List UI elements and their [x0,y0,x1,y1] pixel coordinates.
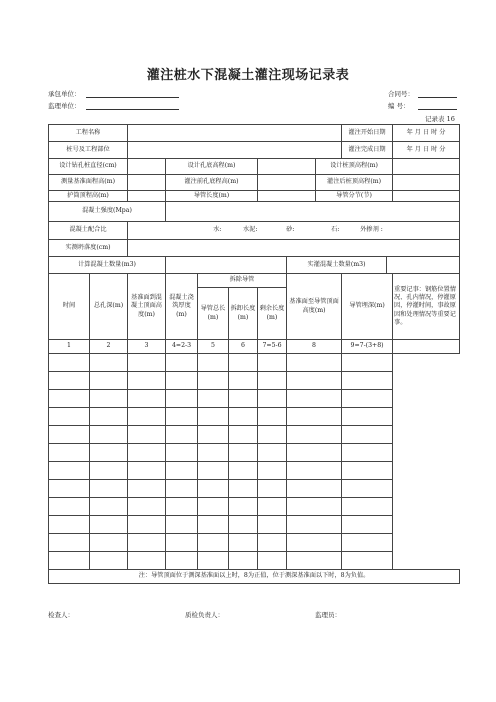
inspector-label: 检查人： [48,611,74,619]
concrete-strength-value[interactable] [166,202,460,222]
cell[interactable] [128,426,166,444]
table-row [49,462,460,480]
pier-location-label: 桩号及工程部位 [49,142,128,159]
cell[interactable] [287,426,342,444]
cell[interactable] [128,372,166,390]
actual-volume-label: 实灌混凝土数量(m3) [287,257,387,274]
cell[interactable] [128,480,166,498]
contract-no-field[interactable] [418,97,457,98]
cell[interactable] [128,498,166,516]
cell[interactable] [166,408,198,426]
cell[interactable] [90,354,128,372]
cell[interactable] [287,390,342,408]
col-burial-depth: 导管埋深(m) [342,274,393,340]
cell[interactable] [128,390,166,408]
cell[interactable] [198,462,229,480]
table-row [49,498,460,516]
pour-end-value[interactable]: 年 月 日 时 分 [393,142,460,159]
index-4: 4=2-3 [166,340,198,354]
cell[interactable] [49,480,90,498]
cell[interactable] [166,372,198,390]
table-row [49,552,460,570]
col-remove-tremie: 拆除导管 [198,274,287,288]
serial-no-field[interactable] [418,109,457,110]
col-removed: 拆卸长度(m) [229,288,258,340]
design-pile-top-label: 设计桩顶高程(m) [316,159,393,175]
cell[interactable] [90,534,128,552]
cell[interactable] [342,534,393,552]
table-row [49,516,460,534]
post-pour-top-value[interactable] [393,175,460,191]
cell[interactable] [49,390,90,408]
cell[interactable] [229,408,258,426]
col-datum-to-tremie: 基准面至导管顶面高度(m) [287,274,342,340]
cell[interactable] [342,480,393,498]
design-diameter-label: 设计钻孔桩直径(cm) [49,159,128,175]
tremie-sections-label: 导管分节(节) [316,191,393,202]
cell[interactable] [342,390,393,408]
cell[interactable] [90,552,128,570]
mix-admixture: 外掺剂 : [360,226,383,234]
cell[interactable] [229,354,258,372]
cell[interactable] [49,534,90,552]
cell[interactable] [198,354,229,372]
page-title: 灌注桩水下混凝土灌注现场记录表 [146,68,350,83]
cell[interactable] [258,534,287,552]
cell[interactable] [128,534,166,552]
cell[interactable] [342,408,393,426]
cell[interactable] [342,354,393,372]
cell[interactable] [49,372,90,390]
cell[interactable] [198,534,229,552]
cell[interactable] [90,462,128,480]
cell[interactable] [166,516,198,534]
index-8: 8 [287,340,342,354]
cell[interactable] [166,444,198,462]
cell[interactable] [166,462,198,480]
cell[interactable] [258,372,287,390]
table-row [49,390,460,408]
slump-value[interactable] [128,240,460,257]
cell[interactable] [198,480,229,498]
cell[interactable] [198,426,229,444]
concrete-strength-label: 混凝土强度(Mpa) [49,202,166,222]
serial-no-label: 编 号： [388,102,410,110]
col-total-depth: 总孔深(m) [90,274,128,340]
datum-elevation-value[interactable] [128,175,166,191]
cell[interactable] [166,426,198,444]
cell[interactable] [258,390,287,408]
pre-pour-bottom-label: 灌注前孔底程高(m) [166,175,258,191]
cell[interactable] [90,372,128,390]
cell[interactable] [287,498,342,516]
cell[interactable] [90,444,128,462]
index-5: 5 [198,340,229,354]
casing-top-value[interactable] [128,191,166,202]
mix-cement: 水泥: [242,226,258,234]
post-pour-top-label: 灌注后桩顶高程(m) [316,175,393,191]
cell[interactable] [166,354,198,372]
project-name-value[interactable] [128,125,342,142]
actual-volume-value[interactable] [387,257,460,274]
index-9: 9=7-(3+8) [342,340,393,354]
col-tremie-total: 导管总长(m) [198,288,229,340]
cell[interactable] [229,426,258,444]
col-pour-thickness: 混凝土浇筑厚度(m) [166,274,198,340]
supervisor-signoff-label: 监理员： [315,611,341,619]
cell[interactable] [198,552,229,570]
cell[interactable] [258,552,287,570]
cell[interactable] [90,498,128,516]
contractor-field[interactable] [86,97,179,98]
calc-volume-value[interactable] [166,257,287,274]
cell[interactable] [258,408,287,426]
col-time: 时间 [49,274,90,340]
contractor-label: 承包单位： [48,90,81,98]
cell[interactable] [342,516,393,534]
cell[interactable] [166,552,198,570]
cell[interactable] [342,372,393,390]
cell[interactable] [229,462,258,480]
index-6: 6 [229,340,258,354]
mix-water: 水: [213,226,222,234]
cell[interactable] [198,408,229,426]
pour-start-label: 灌注开始日期 [342,125,393,142]
cell[interactable] [258,444,287,462]
cell[interactable] [49,444,90,462]
cell[interactable] [166,534,198,552]
cell[interactable] [342,462,393,480]
cell[interactable] [229,534,258,552]
cell[interactable] [166,480,198,498]
cell[interactable] [166,390,198,408]
tremie-length-label: 导管长度(m) [166,191,258,202]
cell[interactable] [342,444,393,462]
pour-start-value[interactable]: 年 月 日 时 分 [393,125,460,142]
cell[interactable] [229,516,258,534]
mix-ratio-label: 混凝土配合比 [49,222,128,240]
calc-volume-label: 计算混凝土数量(m3) [49,257,166,274]
table-row [49,426,460,444]
mix-sand: 砂: [286,226,295,234]
supervisor-label: 监理单位： [48,102,81,110]
design-diameter-value[interactable] [128,159,166,175]
index-1: 1 [49,340,90,354]
cell[interactable] [229,480,258,498]
index-7: 7=5-6 [258,340,287,354]
cell[interactable] [258,426,287,444]
cell[interactable] [49,408,90,426]
cell[interactable] [198,390,229,408]
cell[interactable] [229,372,258,390]
cell[interactable] [258,462,287,480]
cell[interactable] [287,480,342,498]
mix-ratio-value[interactable] [128,222,460,240]
col-datum-to-top: 基准面到混凝土顶面高度(m) [128,274,166,340]
cell[interactable] [128,354,166,372]
cell[interactable] [128,462,166,480]
cell[interactable] [287,462,342,480]
qc-lead-label: 质检负责人： [185,611,224,619]
table-row [49,354,460,372]
index-2: 2 [90,340,128,354]
cell[interactable] [287,534,342,552]
form-number: 记录表 16 [425,115,455,123]
cell[interactable] [128,444,166,462]
pour-record-table [48,124,460,584]
datum-elevation-label: 测量基准面程高(m) [49,175,128,191]
table-row [49,372,460,390]
cell[interactable] [258,354,287,372]
cell[interactable] [90,390,128,408]
design-hole-bottom-label: 设计孔底高程(m) [166,159,258,175]
cell[interactable] [258,480,287,498]
index-3: 3 [128,340,166,354]
tremie-sections-value[interactable] [393,191,460,202]
table-note: 注：导管顶面位于测深基准面以上时，8为正值，位于测深基准面以下时，8为负值。 [49,570,460,584]
cell[interactable] [166,498,198,516]
cell[interactable] [198,444,229,462]
cell[interactable] [229,390,258,408]
project-name-label: 工程名称 [49,125,128,142]
cell[interactable] [49,462,90,480]
casing-top-label: 护筒顶程高(m) [49,191,128,202]
cell[interactable] [90,426,128,444]
supervisor-field[interactable] [86,109,179,110]
design-pile-top-value[interactable] [393,159,460,175]
table-row [49,480,460,498]
cell[interactable] [128,516,166,534]
cell[interactable] [128,552,166,570]
cell[interactable] [287,354,342,372]
cell[interactable] [229,498,258,516]
cell[interactable] [258,498,287,516]
cell[interactable] [258,516,287,534]
cell[interactable] [287,408,342,426]
cell[interactable] [90,480,128,498]
cell[interactable] [287,516,342,534]
cell[interactable] [198,516,229,534]
table-row [49,534,460,552]
cell[interactable] [287,372,342,390]
col-remarks: 重要记事：钢筋位置情况、孔内情况，停灌原因，停灌时间，事故原因和处理情况等重要记事。 [393,274,460,340]
data-rows [49,354,460,570]
table-row [49,408,460,426]
cell[interactable] [229,444,258,462]
cell[interactable] [90,516,128,534]
mix-stone: 石: [331,226,340,234]
cell[interactable] [49,498,90,516]
pour-end-label: 灌注完成日期 [342,142,393,159]
cell[interactable] [229,552,258,570]
slump-label: 实测坍落度(cm) [49,240,128,257]
cell[interactable] [90,408,128,426]
cell[interactable] [49,426,90,444]
pre-pour-bottom-value[interactable] [258,175,316,191]
design-hole-bottom-value[interactable] [258,159,316,175]
contract-no-label: 合同号： [388,90,414,98]
cell[interactable] [342,498,393,516]
tremie-length-value[interactable] [258,191,316,202]
cell[interactable] [49,516,90,534]
col-remaining: 剩余长度(m) [258,288,287,340]
cell[interactable] [128,408,166,426]
cell[interactable] [287,444,342,462]
cell[interactable] [49,354,90,372]
cell[interactable] [342,552,393,570]
cell[interactable] [342,426,393,444]
pier-location-value[interactable] [128,142,342,159]
remarks-cell[interactable] [393,340,460,354]
cell[interactable] [198,372,229,390]
table-row [49,444,460,462]
cell[interactable] [287,552,342,570]
cell[interactable] [198,498,229,516]
cell[interactable] [49,552,90,570]
